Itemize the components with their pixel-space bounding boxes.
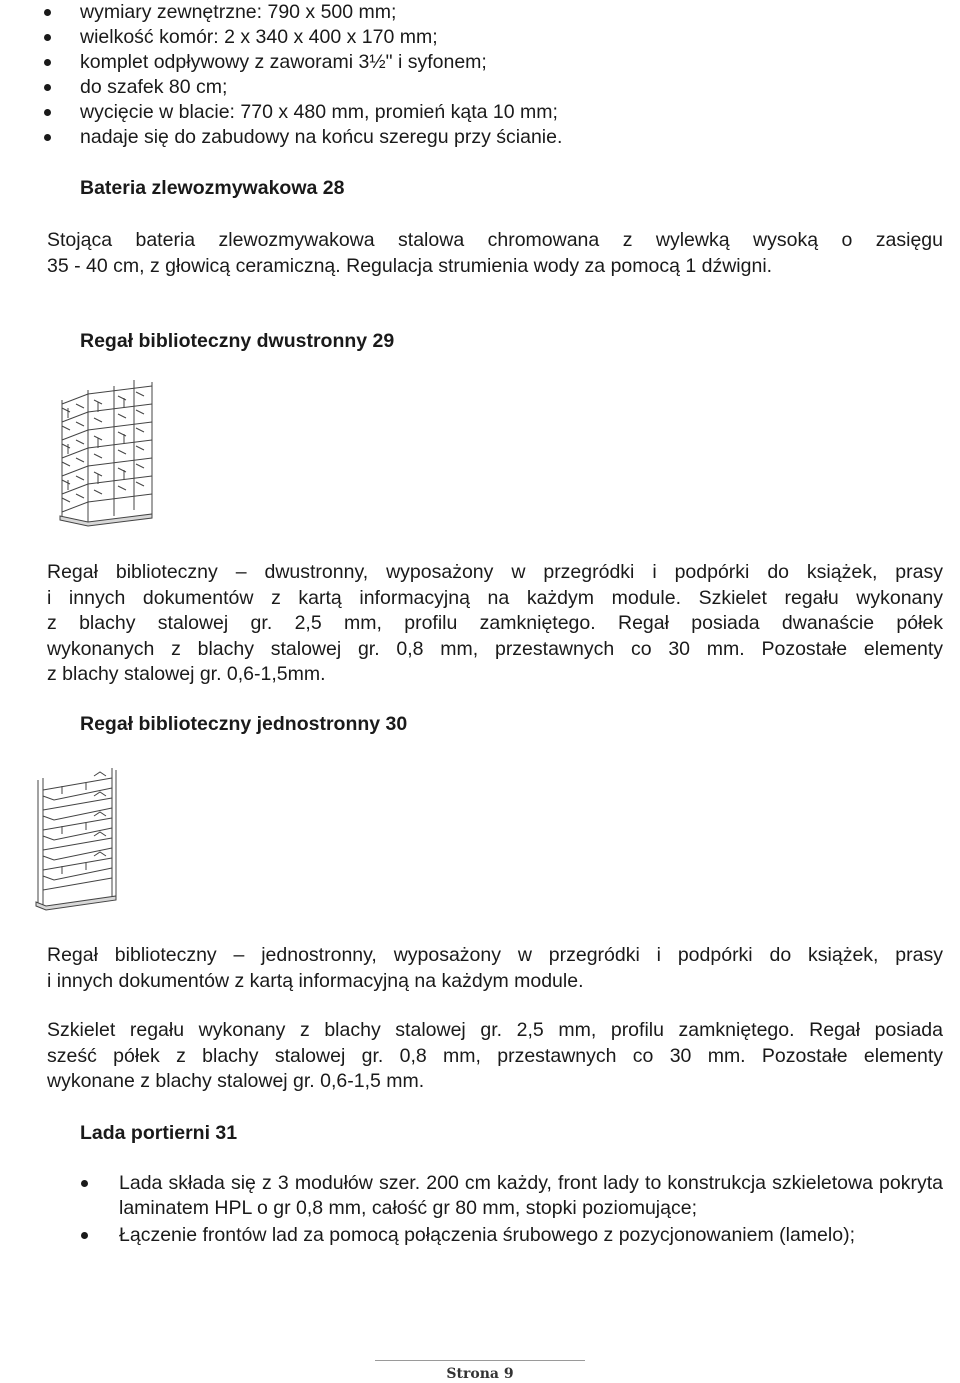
lada-list — [119, 1171, 943, 1250]
section-heading-lada: Lada portierni 31 — [80, 1122, 238, 1144]
list-item: wielkość komór: 2 x 340 x 400 x 170 mm; — [80, 25, 940, 50]
section-heading-bateria: Bateria zlewozmywakowa 28 — [80, 177, 345, 199]
text-line: Regał biblioteczny – jednostronny, wyposażony w przegródki i podpórki do książek, prasy — [47, 944, 943, 966]
text-line: sześć półek z blachy stalowej gr. 0,8 mm, przestawnych co 30 mm. Pozostałe elementy — [47, 1044, 943, 1067]
text-line: i innych dokumentów z kartą informacyjną na każdym module. Szkielet regału wykonany — [47, 586, 943, 609]
single-sided-bookshelf-drawing — [34, 766, 124, 914]
text-line: wykonanych z blachy stalowej gr. 0,8 mm, przestawnych co 30 mm. Pozostałe elementy — [47, 637, 943, 660]
list-item: nadaje się do zabudowy na końcu szeregu przy ścianie. — [80, 125, 940, 150]
footer-divider — [375, 1360, 585, 1361]
text-line: i innych dokumentów z kartą informacyjną na każdym module. — [47, 969, 584, 992]
list-item: wycięcie w blacie: 770 x 480 mm, promień kąta 10 mm; — [80, 100, 940, 125]
paragraph-regal-30-a — [47, 943, 943, 994]
list-item: komplet odpływowy z zaworami 3½" i syfonem; — [80, 50, 940, 75]
list-item: do szafek 80 cm; — [80, 75, 940, 100]
double-sided-bookshelf-drawing — [58, 378, 168, 528]
list-item: Łączenie frontów lad za pomocą połączenia śrubowego z pozycjonowaniem (lamelo); — [119, 1223, 943, 1248]
paragraph-regal-29 — [47, 560, 943, 688]
list-item: Lada składa się z 3 modułów szer. 200 cm każdy, front lady to konstrukcja szkieletowa pokryta laminatem HPL o gr 0,8 mm, całość gr 80 mm, stopki poziomujące; — [119, 1172, 943, 1219]
paragraph-regal-30-b — [47, 1018, 943, 1095]
section-heading-regal-30: Regał biblioteczny jednostronny 30 — [80, 713, 408, 735]
text-line: Regał biblioteczny – dwustronny, wyposażony w przegródki i podpórki do książek, prasy — [47, 561, 943, 583]
text-line: Stojąca bateria zlewozmywakowa stalowa chromowana z wylewką wysoką o zasięgu — [47, 229, 943, 251]
section-heading-regal-29: Regał biblioteczny dwustronny 29 — [80, 330, 395, 352]
text-line: Szkielet regału wykonany z blachy stalowej gr. 2,5 mm, profilu zamkniętego. Regał posiada — [47, 1019, 943, 1041]
paragraph-bateria — [47, 228, 943, 279]
specification-list — [80, 0, 940, 150]
text-line: wykonane z blachy stalowej gr. 0,6-1,5 mm. — [47, 1070, 425, 1092]
list-item: wymiary zewnętrzne: 790 x 500 mm; — [80, 0, 940, 25]
text-line: z blachy stalowej gr. 2,5 mm, profilu zamkniętego. Regał posiada dwanaście półek — [47, 612, 943, 634]
page-number: Strona 9 — [446, 1366, 514, 1382]
text-line: z blachy stalowej gr. 0,6-1,5mm. — [47, 663, 326, 685]
text-line: 35 - 40 cm, z głowicą ceramiczną. Regulacja strumienia wody za pomocą 1 dźwigni. — [47, 254, 773, 277]
